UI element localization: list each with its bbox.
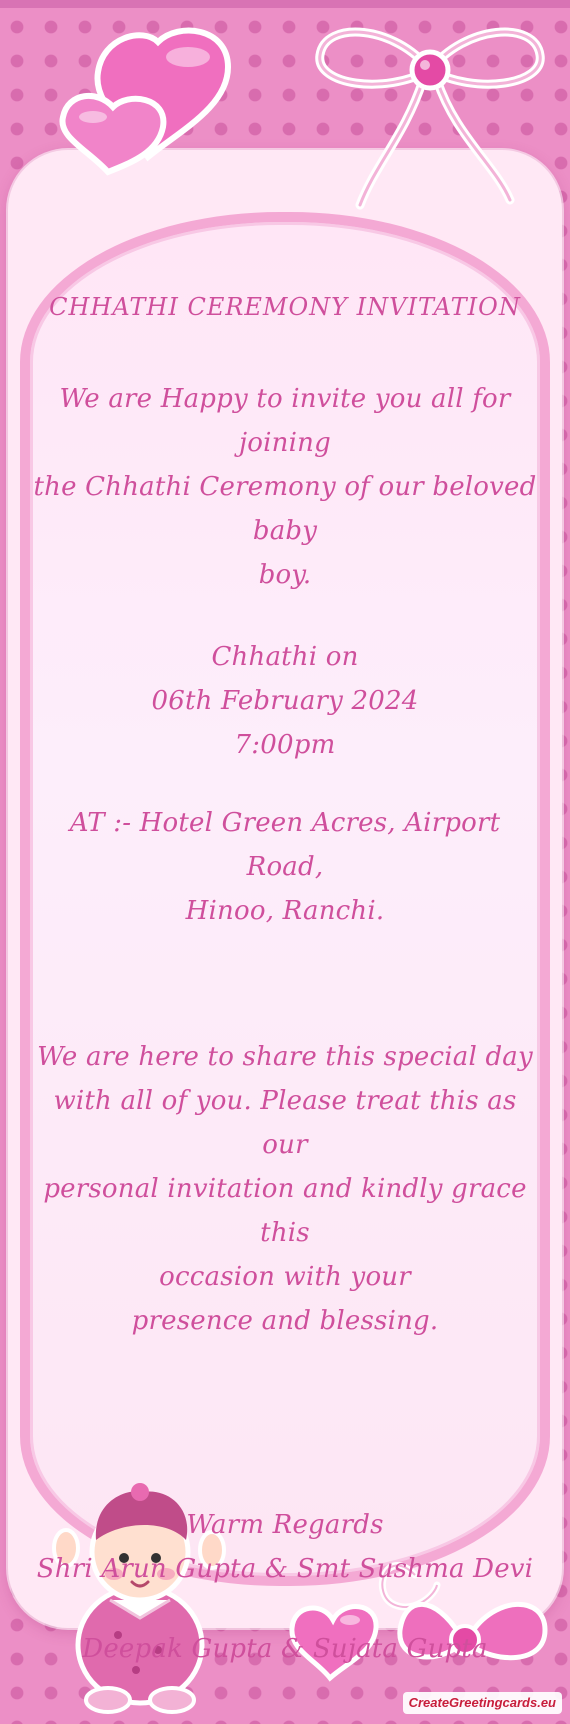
- message-line: with all of you. Please treat this as our: [53, 1086, 517, 1160]
- event-label: Chhathi on: [211, 642, 359, 672]
- closing-text: Warm Regards: [186, 1510, 384, 1540]
- intro-line: the Chhathi Ceremony of our beloved baby: [33, 472, 537, 546]
- venue: [30, 801, 540, 933]
- invitation-title: CHHATHI CEREMONY INVITATION: [49, 293, 521, 321]
- brand-name: CreateGreetingcards.eu: [408, 1695, 556, 1710]
- event-date: 06th February 2024: [151, 686, 419, 716]
- intro-line: boy.: [258, 560, 312, 590]
- message-line: We are here to share this special day: [37, 1042, 533, 1072]
- event-time: 7:00pm: [234, 730, 336, 760]
- hearts-icon: [38, 22, 248, 172]
- message-line: occasion with your: [159, 1262, 411, 1292]
- event-details: [30, 635, 540, 767]
- message-line: presence and blessing.: [131, 1306, 439, 1336]
- top-strip: [0, 0, 570, 8]
- hosts-line: Shri Arun Gupta & Smt Sushma Devi: [36, 1554, 534, 1584]
- venue-line: Hinoo, Ranchi.: [185, 896, 385, 926]
- hosts-2: [30, 1627, 540, 1671]
- brand-logo[interactable]: [403, 1692, 562, 1714]
- ribbon-bow-icon: [305, 15, 555, 245]
- invitation-content: [30, 292, 540, 1671]
- intro-text: [30, 377, 540, 597]
- venue-line: AT :- Hotel Green Acres, Airport Road,: [69, 808, 501, 882]
- closing: [30, 1503, 540, 1591]
- hosts-line: Deepak Gupta & Sujata Gupta: [82, 1634, 488, 1664]
- message-line: personal invitation and kindly grace this: [43, 1174, 527, 1248]
- message: [30, 1035, 540, 1343]
- intro-line: We are Happy to invite you all for joining: [59, 384, 511, 458]
